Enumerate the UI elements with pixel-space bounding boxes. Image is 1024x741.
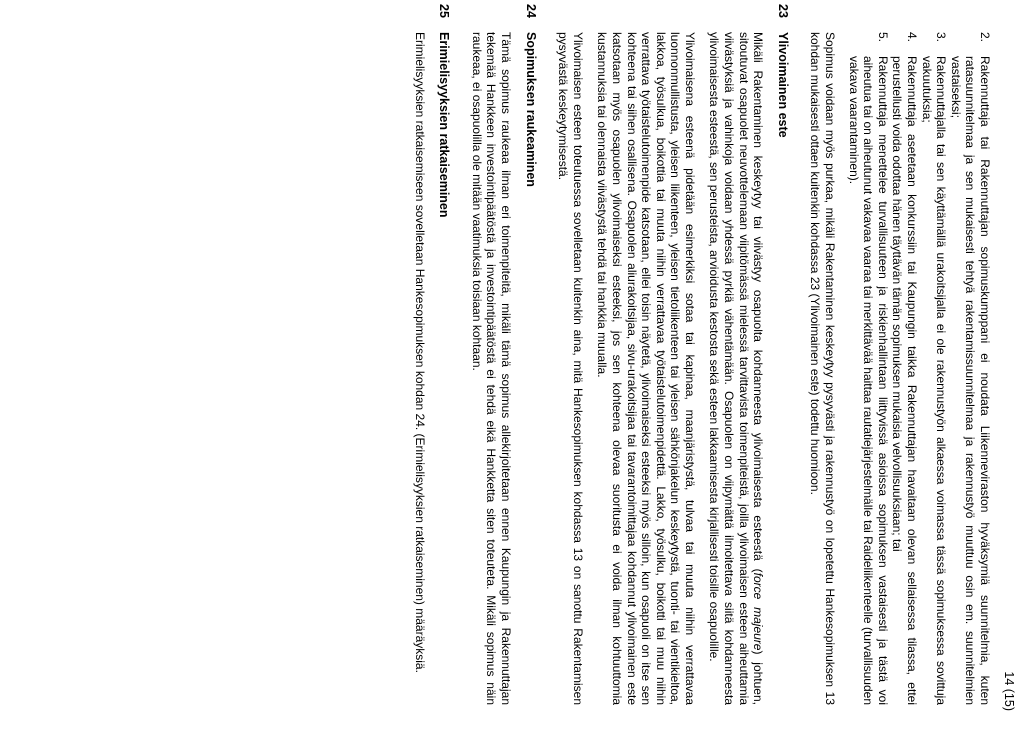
list-item-number: 2. — [978, 32, 992, 43]
list-item — [890, 32, 919, 705]
document-body — [10, 4, 992, 705]
list-item — [919, 32, 948, 705]
list-item-number: 3. — [934, 32, 949, 43]
section-heading-24 — [523, 4, 538, 705]
section-number: 25 — [437, 4, 452, 18]
section-title: Erimielisyyksien ratkaiseminen — [437, 32, 452, 218]
paragraph-text: Mikäli Rakentaminen keskeytyy tai viivästyy osapuolta kohdanneesta ylivoimaisesta esteestä ( — [751, 32, 766, 573]
paragraph: Erimielisyyksien ratkaisemiseen sovelletaan Hankesopimuksen kohdan 24. (Erimielisyyksien ratkaiseminen) määräyksiä. — [412, 32, 427, 673]
list-item-text: Rakennuttajalla tai sen käyttämällä urakoitsijalla ei ole rakennustyön alkaessa voimassa tässä sopimuksessa sovittuja vakuutuksia; — [919, 56, 949, 705]
section-number: 24 — [523, 4, 538, 18]
list-item-text: Rakennuttaja menettelee turvallisuuteen ja riskienhallintaan liittyvissä asioissa sopimuksen vastaisesti ja tästä voi aiheutua tai on aiheutunut vakavaa vaaraa tai merkittävää haittaa rautatiejärjestelmälle tai Raideliikenteelle (turvallisuuden vakava vaarantaminen). — [846, 56, 890, 705]
section-heading-23 — [775, 4, 790, 705]
list-item — [948, 32, 992, 705]
paragraph: Ylivoimaisena esteenä pidetään esimerkiksi sotaa tai kapinaa, maanjäristystä, tulvaa tai muuta niihin verrattavaa luonnonmullistusta, yleisen liikenteen, yleisen tietoliikenteen tai yleisen sähkönjakelun keskeytystä, tuonti- tai vientikieltoa, lakkoa, työsulkua, boikottia tai muuta niihin verrattavaa työtaistelutoimenpidettä. Lakko, työsulku, boikotti tai muu niihin verrattava työtaistelutoimenpide katsotaan, ellei toisin näytetä, ylivoimaiseksi esteeksi myös silloin, kun osapuoli on itse sen kohteena tai siihen osallisena. Osapuolen aliurakoitsijaa, sivu-urakoitsijaa tai tavarantoimittajaa kohdannut ylivoimainen este katsotaan myös osapuolen ylivoimaiseksi esteeksi, jos sen kohteena olevaa suoritusta ei voida ilman kohtuuttomia kustannuksia tai olennaista viivästystä tehdä tai hankkia muualla. — [595, 32, 697, 705]
paragraph: Sopimus voidaan myös purkaa, mikäli Rakentaminen keskeytyy pysyvästi ja rakennustyö on lopetettu Hankesopimuksen 13 kohdan mukaisesti ottaen kuitenkin kohdassa 23 (Ylivoimainen este) todettu huomioon. — [808, 32, 838, 705]
section-heading-25 — [437, 4, 452, 705]
section-title: Sopimuksen raukeaminen — [523, 32, 538, 187]
paragraph-text: ) johtuen, sitoutuvat osapuolet neuvottelemaan viipitömässä mielessä tarvittavista toimenpiteistä, joilla ylivoimaisen esteen aiheuttamia viivästyksiä ja vahinkoja voidaan yhdessä pyrkiä vähentämään. Osapuolen on viipymättä ilmoitettava siitä kohdanneesta ylivoimaisesta esteestä, sen perusteista, arvioidusta kestosta sekä esteen lakkaamisesta kirjallisesti toisille osapuolille. — [707, 32, 766, 705]
paragraph — [707, 32, 765, 705]
paragraph: Ylivoimaisen esteen toteutuessa sovelletaan kuitenkin aina, mitä Hankesopimuksen kohdassa 13 on sanottu Rakentamisen pysyvästä keskeytymisestä. — [556, 32, 585, 705]
list-item-number: 4. — [905, 32, 920, 43]
list-item — [846, 32, 890, 705]
section-number: 23 — [775, 4, 790, 18]
page-number: 14 (15) — [1002, 671, 1016, 711]
list-item-number: 5. — [875, 32, 890, 43]
section-title: Ylivoimainen este — [775, 32, 790, 138]
paragraph: Tämä sopimus raukeaa ilman eri toimenpiteitä, mikäli tämä sopimus allekirjoitetaan ennen Kaupungin ja Rakennuttajan tekemää Hankkeen investointipäätöstä ja investointipäätöstä ei tehdä eikä Hankketta siten toteuteta. Mikäli sopimus näin raukeaa, ei osapuolilla ole mitään vaatimuksia toisiaan kohtaan. — [469, 32, 513, 705]
italic-term: force majeure — [751, 572, 766, 651]
list-item-text: Rakennuttaja tai Rakennuttajan sopimuskumppani ei noudata Liikenneviraston hyväksymiä suunnitelmia, kuten ratasuunnitelmaa ja sen mukaisesti tehtyä rakentamissuunnitelmaa ja rakennustyö muuttuu osin em. suunnitelmien vastaiseksi; — [948, 56, 992, 705]
list-item-text: Rakennuttaja asetetaan konkurssiin tai Kaupungin taikka Rakennuttajan havaitaan olevan sellaisessa tilassa, ettei perustellusti voida odottaa hänen täyttävän tämän sopimuksen mukaisia velvollisuuksiaan; tai — [890, 56, 920, 705]
numbered-list — [846, 32, 992, 705]
